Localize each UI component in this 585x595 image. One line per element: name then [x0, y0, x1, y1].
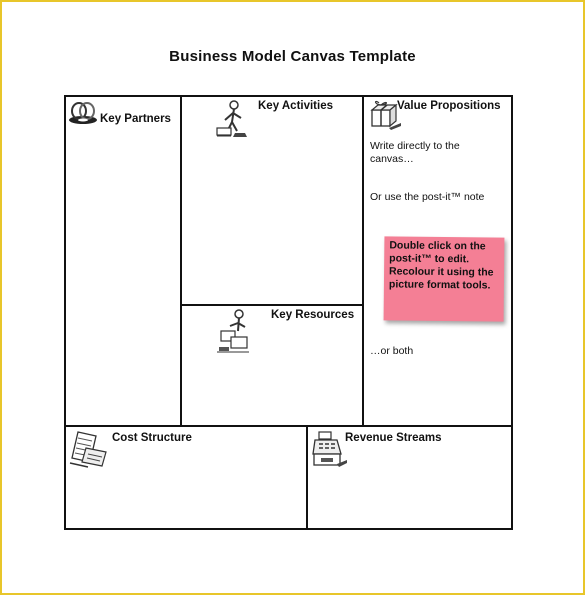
revenue-streams-label: Revenue Streams — [345, 432, 442, 444]
person-boxes-icon — [217, 309, 251, 358]
key-activities-label: Key Activities — [258, 100, 333, 112]
page-title: Business Model Canvas Template — [169, 48, 416, 65]
person-working-icon — [215, 100, 249, 143]
cash-register-icon — [311, 430, 347, 475]
value-propositions-text-3: …or both — [370, 345, 414, 357]
key-partners-label: Key Partners — [100, 113, 171, 125]
post-it-note[interactable]: Double click on the post-it™ to edit. Recolour it using the picture format tools. — [384, 236, 505, 321]
cost-structure-label: Cost Structure — [112, 432, 192, 444]
gift-box-icon — [367, 99, 401, 138]
invoice-documents-icon — [68, 430, 110, 473]
value-propositions-text-2: Or use the post-it™ note — [370, 191, 485, 203]
key-resources-label: Key Resources — [271, 309, 355, 321]
key-activities-cell — [180, 95, 364, 306]
cost-structure-cell — [64, 425, 308, 530]
handshake-rings-icon — [67, 100, 99, 131]
business-model-canvas — [64, 95, 513, 530]
key-resources-cell — [180, 304, 364, 427]
revenue-streams-cell — [306, 425, 513, 530]
key-partners-cell — [64, 95, 182, 427]
value-propositions-text-1: Write directly to the canvas… — [370, 140, 460, 165]
value-propositions-label: Value Propositions — [397, 100, 501, 112]
